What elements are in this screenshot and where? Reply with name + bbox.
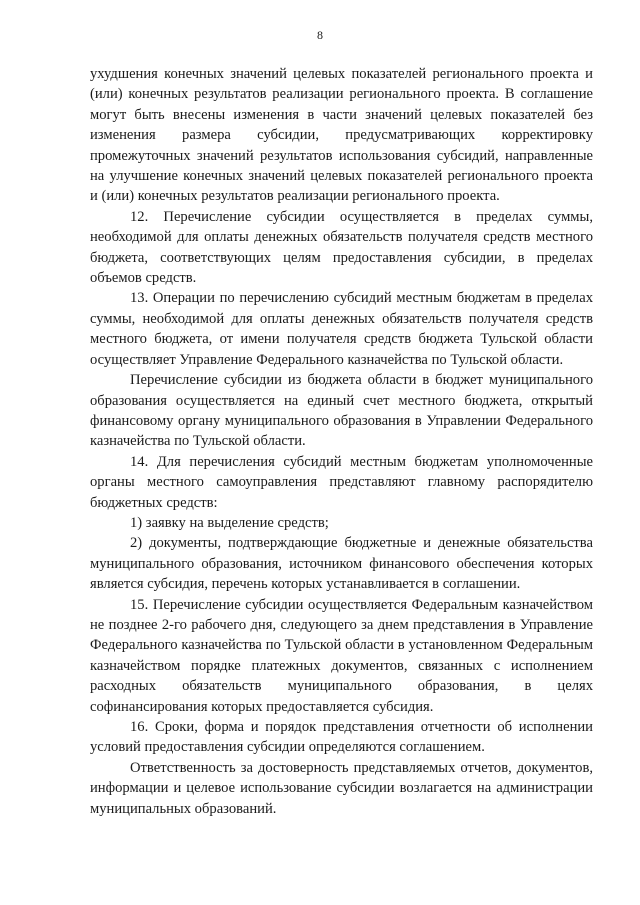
- page-number: 8: [317, 28, 323, 42]
- paragraph-item-13: 13. Операции по перечислению субсидий местным бюджетам в пределах суммы, необходимой для оплаты денежных обязательств получателя средств местного бюджета, от имени получателя средств бюджета Тульской области осуществляет Управление Федерального казначейства по Тульской области.: [90, 290, 593, 368]
- paragraph-item-14: 14. Для перечисления субсидий местным бюджетам уполномоченные органы местного самоуправления представляют главному распорядителю бюджетных средств:: [90, 453, 593, 511]
- paragraph-item-16: 16. Сроки, форма и порядок представления отчетности об исполнении условий предоставления субсидии определяются соглашением.: [90, 719, 593, 756]
- paragraph-responsibility: Ответственность за достоверность представляемых отчетов, документов, информации и целевое использование субсидии возлагается на администрации муниципальных образований.: [90, 759, 593, 817]
- list-item-2: 2) документы, подтверждающие бюджетные и денежные обязательства муниципального образования, источником финансового обеспечения которых является субсидия, перечень которых устанавливается в соглашении.: [90, 535, 593, 593]
- paragraph-continuation: ухудшения конечных значений целевых показателей регионального проекта и (или) конечных результатов реализации регионального проекта. В соглашение могут быть внесены изменения в части значений целевых показателей без изменения размера субсидии, предусматривающих корректировку промежуточных значений результатов использования субсидий, направленные на улучшение конечных значений целевых показателей регионального проекта и (или) конечных результатов реализации регионального проекта.: [90, 66, 593, 205]
- paragraph-item-12: 12. Перечисление субсидии осуществляется в пределах суммы, необходимой для оплаты денежных обязательств получателя средств местного бюджета, соответствующих целям предоставления субсидии, в пределах объемов средств.: [90, 208, 593, 287]
- list-item-1: 1) заявку на выделение средств;: [130, 514, 329, 531]
- document-body: [90, 64, 593, 819]
- paragraph-transfer-account: Перечисление субсидии из бюджета области в бюджет муниципального образования осуществляется на единый счет местного бюджета, открытый финансовому органу муниципального образования в Управлении Федерального казначейства по Тульской области.: [90, 372, 593, 450]
- paragraph-item-15: 15. Перечисление субсидии осуществляется Федеральным казначейством не позднее 2-го рабочего дня, следующего за днем представления в Управление Федерального казначейства по Тульской области в установленном Федеральным казначейством порядке платежных документов, связанных с исполнением расходных обязательств муниципального образования, в целях софинансирования которых предоставляется субсидия.: [90, 596, 593, 715]
